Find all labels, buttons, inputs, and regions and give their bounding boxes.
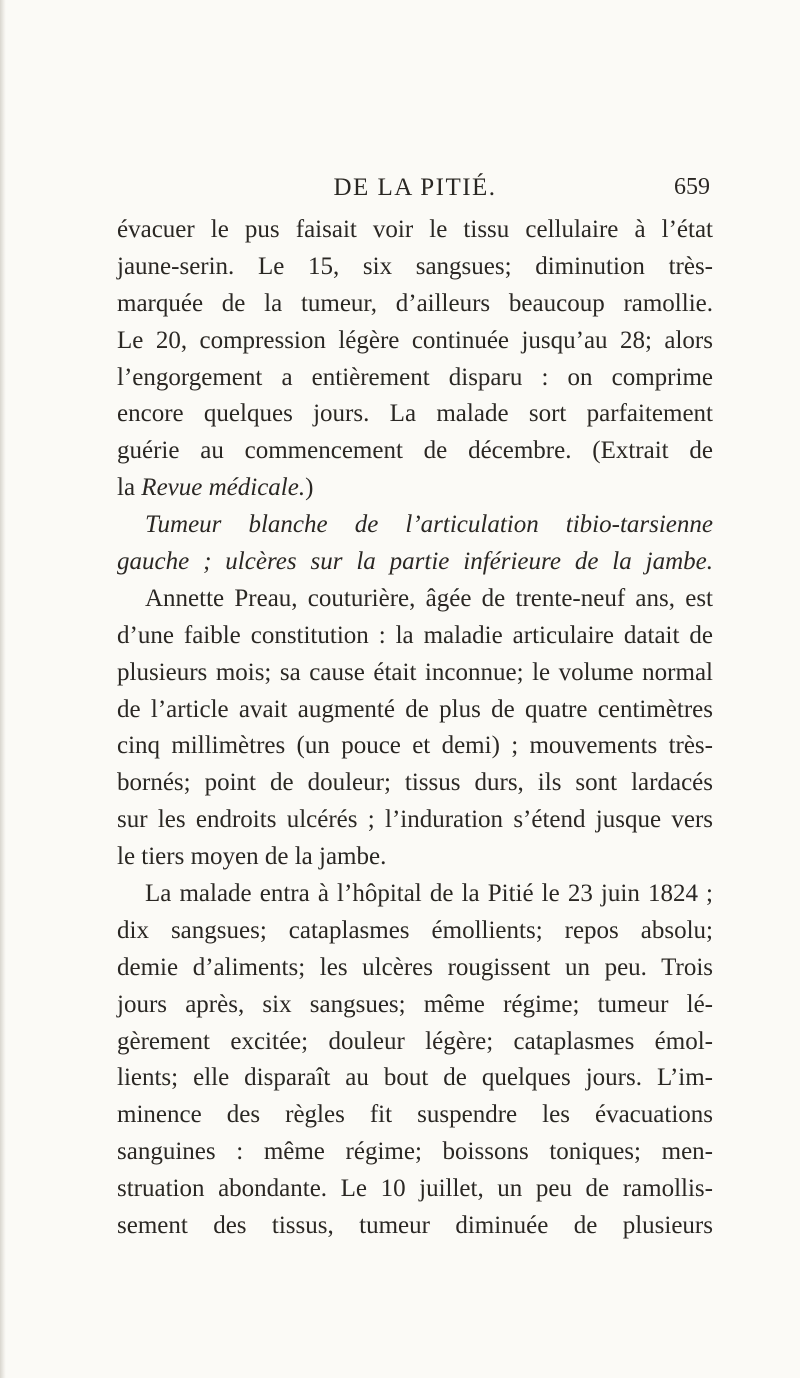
line-text: demie d’aliments; les ulcères rougissent un peu. Trois — [117, 953, 713, 981]
text-line — [117, 950, 713, 987]
text-line — [117, 581, 713, 618]
line-text: bornés; point de douleur; tissus durs, ils sont lardacés — [117, 769, 713, 797]
line-text: d’une faible constitution : la maladie articulaire datait de — [117, 621, 713, 649]
text-line — [117, 286, 713, 323]
line-text: La malade entra à l’hôpital de la Pitié le 23 juin 1824 ; — [145, 880, 713, 908]
line-text: gèrement excitée; douleur légère; cataplasmes émol- — [117, 1027, 713, 1055]
text-line — [117, 433, 713, 470]
italic-text: Revue médicale. — [141, 474, 306, 502]
line-text: sanguines : même régime; boissons toniques; men- — [117, 1138, 713, 1166]
text-line — [117, 507, 713, 544]
text-line — [117, 323, 713, 360]
line-text: minence des règles fit suspendre les évacuations — [117, 1101, 713, 1129]
running-title: DE LA PITIÉ. — [333, 174, 497, 201]
text-line — [117, 1134, 713, 1171]
text-line — [117, 913, 713, 950]
body-text — [117, 212, 713, 1245]
line-text: plusieurs mois; sa cause était inconnue; le volume normal — [117, 658, 713, 686]
line-text-suffix: ) — [305, 474, 314, 502]
text-line — [117, 212, 713, 249]
line-text: encore quelques jours. La malade sort parfaitement — [117, 400, 713, 428]
text-line — [117, 1171, 713, 1208]
text-line — [117, 1208, 713, 1245]
line-text: le tiers moyen de la jambe. — [117, 843, 387, 871]
text-line — [117, 802, 713, 839]
text-line — [117, 544, 713, 581]
line-text-prefix: la — [117, 474, 142, 502]
italic-text: gauche ; ulcères sur la partie inférieure de la jambe. — [117, 548, 713, 576]
text-line — [117, 692, 713, 729]
page-edge — [0, 0, 6, 1378]
running-head — [120, 160, 710, 200]
text-line — [117, 876, 713, 913]
line-text: Annette Preau, couturière, âgée de trente-neuf ans, est — [145, 584, 713, 612]
line-text: guérie au commencement de décembre. (Extrait de — [117, 437, 713, 465]
text-line — [117, 470, 713, 507]
text-line — [117, 1097, 713, 1134]
line-text: de l’article avait augmenté de plus de quatre centimètres — [117, 695, 713, 723]
text-line — [117, 655, 713, 692]
line-text: marquée de la tumeur, d’ailleurs beaucoup ramollie. — [117, 289, 713, 317]
text-line — [117, 728, 713, 765]
text-line — [117, 396, 713, 433]
text-line — [117, 1024, 713, 1061]
line-text: Le 20, compression légère continuée jusqu’au 28; alors — [117, 326, 713, 354]
text-line — [117, 839, 713, 876]
page-number: 659 — [674, 174, 710, 200]
text-line — [117, 987, 713, 1024]
line-text: sement des tissus, tumeur diminuée de plusieurs — [117, 1212, 713, 1240]
line-text: l’engorgement a entièrement disparu : on comprime — [117, 363, 713, 391]
line-text: jours après, six sangsues; même régime; tumeur lé- — [117, 990, 713, 1018]
line-text: évacuer le pus faisait voir le tissu cellulaire à l’état — [117, 216, 713, 243]
line-text: jaune-serin. Le 15, six sangsues; diminution très- — [117, 252, 713, 280]
line-text: cinq millimètres (un pouce et demi) ; mouvements très- — [117, 732, 713, 760]
text-line — [117, 765, 713, 802]
italic-text: Tumeur blanche de l’articulation tibio-tarsienne — [145, 511, 713, 539]
text-line — [117, 618, 713, 655]
line-text: struation abondante. Le 10 juillet, un peu de ramollis- — [117, 1175, 713, 1203]
line-text: sur les endroits ulcérés ; l’induration s’étend jusque vers — [117, 806, 713, 834]
line-text: dix sangsues; cataplasmes émollients; repos absolu; — [117, 916, 713, 944]
text-line — [117, 249, 713, 286]
text-line — [117, 360, 713, 397]
line-text: lients; elle disparaît au bout de quelques jours. L’im- — [117, 1064, 713, 1092]
text-line — [117, 1060, 713, 1097]
